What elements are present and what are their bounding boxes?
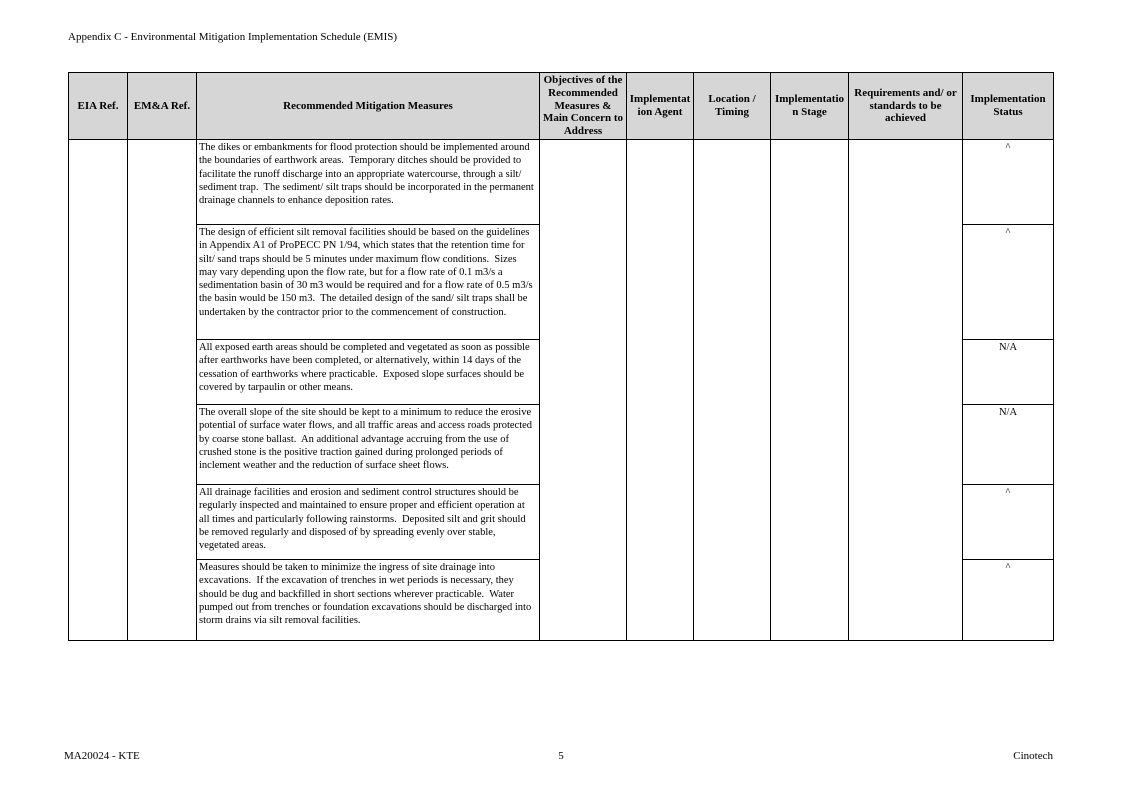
ema-ref-cell: [128, 404, 197, 484]
location-cell: [694, 484, 771, 559]
location-cell: [694, 224, 771, 339]
measure-cell: The overall slope of the site should be kept to a minimum to reduce the erosive potential of surface water flows, and all traffic areas and access roads protected by coarse stone ballast. An additional advantage accruing from the use of crushed stone is the positive traction gained during prolonged periods of inclement weather and the reduction of surface sheet flows.: [197, 404, 540, 484]
agent-cell: [627, 559, 694, 640]
requirements-cell: [849, 484, 963, 559]
table-row: [69, 224, 1054, 339]
status-cell: ^: [963, 139, 1054, 224]
measure-cell: The dikes or embankments for flood protection should be implemented around the boundaries of earthwork areas. Temporary ditches should be provided to facilitate the runoff discharge into an appropriate watercourse, through a silt/ sediment trap. The sediment/ silt traps should be incorporated in the permanent drainage channels to enhance deposition rates.: [197, 139, 540, 224]
ema-ref-cell: [128, 224, 197, 339]
objectives-cell: [540, 404, 627, 484]
eia-ref-cell: [69, 484, 128, 559]
status-cell: ^: [963, 484, 1054, 559]
eia-ref-cell: [69, 559, 128, 640]
col-header-requirements: Requirements and/ or standards to be achieved: [849, 73, 963, 140]
objectives-cell: [540, 559, 627, 640]
requirements-cell: [849, 404, 963, 484]
requirements-cell: [849, 339, 963, 404]
status-cell: ^: [963, 224, 1054, 339]
stage-cell: [771, 559, 849, 640]
agent-cell: [627, 404, 694, 484]
measure-cell: The design of efficient silt removal facilities should be based on the guidelines in Appendix A1 of ProPECC PN 1/94, which states that the retention time for silt/ sand traps should be 5 minutes under maximum flow conditions. Sizes may vary depending upon the flow rate, but for a flow rate of 0.1 m3/s a sedimentation basin of 30 m3 would be required and for a flow rate of 0.5 m3/s the basin would be 150 m3. The detailed design of the sand/ silt traps shall be undertaken by the contractor prior to the commencement of construction.: [197, 224, 540, 339]
stage-cell: [771, 484, 849, 559]
stage-cell: [771, 404, 849, 484]
stage-cell: [771, 224, 849, 339]
requirements-cell: [849, 139, 963, 224]
eia-ref-cell: [69, 339, 128, 404]
col-header-status: Implementation Status: [963, 73, 1054, 140]
location-cell: [694, 404, 771, 484]
location-cell: [694, 139, 771, 224]
location-cell: [694, 559, 771, 640]
col-header-measures: Recommended Mitigation Measures: [197, 73, 540, 140]
table-row: [69, 484, 1054, 559]
status-cell: ^: [963, 559, 1054, 640]
eia-ref-cell: [69, 139, 128, 224]
agent-cell: [627, 139, 694, 224]
measure-cell: All exposed earth areas should be completed and vegetated as soon as possible after earthworks have been completed, or alternatively, within 14 days of the cessation of earthworks where practicable. Exposed slope surfaces should be covered by tarpaulin or other means.: [197, 339, 540, 404]
ema-ref-cell: [128, 559, 197, 640]
eia-ref-cell: [69, 404, 128, 484]
requirements-cell: [849, 224, 963, 339]
col-header-objectives: Objectives of the Recommended Measures & Main Concern to Address: [540, 73, 627, 140]
table-header-row: [69, 73, 1054, 140]
measure-cell: All drainage facilities and erosion and sediment control structures should be regularly inspected and maintained to ensure proper and efficient operation at all times and particularly following rainstorms. Deposited silt and grit should be removed regularly and disposed of by spreading evenly over stable, vegetated areas.: [197, 484, 540, 559]
requirements-cell: [849, 559, 963, 640]
col-header-agent: Implementation Agent: [627, 73, 694, 140]
emis-table: [68, 72, 1054, 641]
ema-ref-cell: [128, 139, 197, 224]
status-cell: N/A: [963, 339, 1054, 404]
footer-company-name: Cinotech: [1013, 750, 1053, 762]
objectives-cell: [540, 139, 627, 224]
location-cell: [694, 339, 771, 404]
objectives-cell: [540, 339, 627, 404]
page-title: Appendix C - Environmental Mitigation Implementation Schedule (EMIS): [68, 31, 398, 43]
table-row: [69, 404, 1054, 484]
eia-ref-cell: [69, 224, 128, 339]
status-cell: N/A: [963, 404, 1054, 484]
stage-cell: [771, 339, 849, 404]
stage-cell: [771, 139, 849, 224]
col-header-location-timing: Location / Timing: [694, 73, 771, 140]
measure-cell: Measures should be taken to minimize the ingress of site drainage into excavations. If the excavation of trenches in wet periods is necessary, they should be dug and backfilled in short sections wherever practicable. Water pumped out from trenches or foundation excavations should be discharged into storm drains via silt removal facilities.: [197, 559, 540, 640]
agent-cell: [627, 224, 694, 339]
ema-ref-cell: [128, 339, 197, 404]
table-row: [69, 339, 1054, 404]
page-number: 5: [558, 750, 564, 762]
table-row: [69, 559, 1054, 640]
objectives-cell: [540, 484, 627, 559]
ema-ref-cell: [128, 484, 197, 559]
col-header-stage: Implementation Stage: [771, 73, 849, 140]
col-header-ema-ref: EM&A Ref.: [128, 73, 197, 140]
agent-cell: [627, 484, 694, 559]
col-header-eia-ref: EIA Ref.: [69, 73, 128, 140]
agent-cell: [627, 339, 694, 404]
table-row: [69, 139, 1054, 224]
footer-document-ref: MA20024 - KTE: [64, 750, 140, 762]
objectives-cell: [540, 224, 627, 339]
